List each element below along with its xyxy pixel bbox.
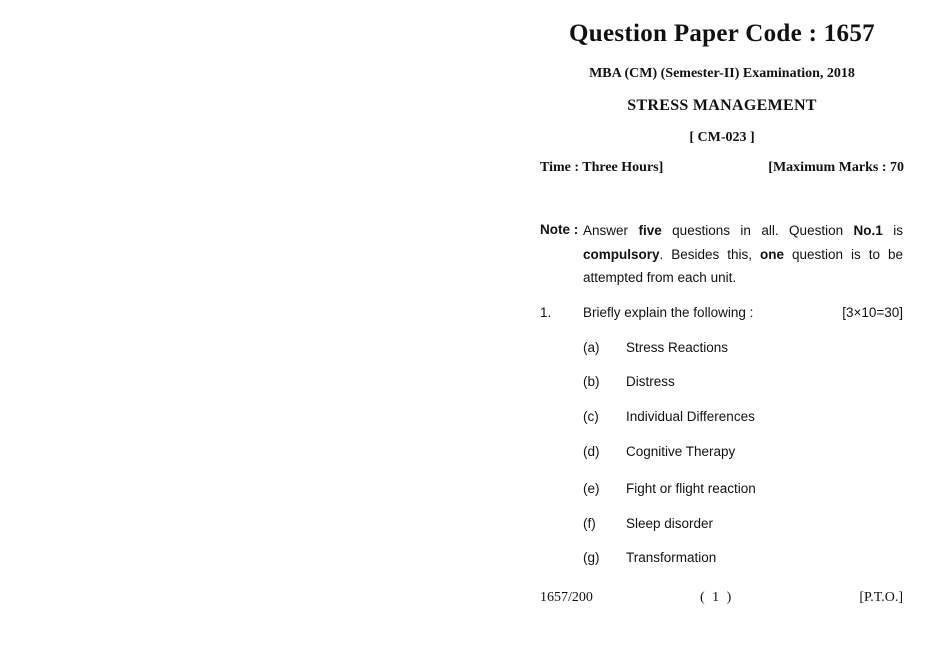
subject-title: STRESS MANAGEMENT	[627, 97, 817, 114]
maximum-marks: [Maximum Marks : 70	[768, 160, 904, 175]
question-text: Briefly explain the following :	[583, 305, 754, 320]
item-text: Fight or flight reaction	[626, 481, 756, 496]
pto-label: [P.T.O.]	[859, 590, 903, 605]
item-label: (g)	[583, 550, 600, 565]
note-text	[583, 219, 903, 290]
item-text: Distress	[626, 374, 675, 389]
page-number: ( 1 )	[700, 590, 734, 605]
note-label: Note :	[540, 222, 579, 237]
item-text: Sleep disorder	[626, 516, 714, 531]
course-code: [ CM-023 ]	[689, 130, 755, 145]
list-item	[583, 481, 903, 501]
item-label: (a)	[583, 340, 600, 355]
item-label: (b)	[583, 374, 600, 389]
item-label: (f)	[583, 516, 596, 531]
list-item	[583, 340, 903, 360]
list-item	[583, 409, 903, 429]
question-marks: [3×10=30]	[842, 305, 903, 320]
list-item	[583, 374, 903, 394]
item-label: (c)	[583, 409, 599, 424]
question-number: 1.	[540, 305, 552, 320]
item-label: (d)	[583, 444, 600, 459]
note-part: question is to be attempted from each unit.	[583, 246, 903, 285]
note-emphasis: compulsory	[583, 246, 660, 262]
note-part: is	[882, 223, 904, 238]
list-item	[583, 516, 903, 536]
item-text: Stress Reactions	[626, 340, 729, 355]
item-text: Individual Differences	[626, 409, 755, 424]
item-text: Cognitive Therapy	[626, 444, 736, 459]
list-item	[583, 550, 903, 570]
note-emphasis: one	[760, 246, 785, 262]
note-emphasis: No.1	[853, 223, 883, 238]
time-allowed: Time : Three Hours]	[540, 160, 664, 175]
paper-code-title: Question Paper Code : 1657	[569, 20, 875, 47]
footer-code: 1657/200	[540, 590, 593, 605]
note-part: questions in all. Question	[661, 223, 854, 238]
note-part: . Besides this,	[659, 246, 760, 262]
note-emphasis: five	[638, 223, 662, 238]
note-part: Answer	[583, 223, 639, 238]
list-item	[583, 444, 903, 464]
item-label: (e)	[583, 481, 600, 496]
item-text: Transformation	[626, 550, 717, 565]
exam-name: MBA (CM) (Semester-II) Examination, 2018	[589, 66, 855, 81]
